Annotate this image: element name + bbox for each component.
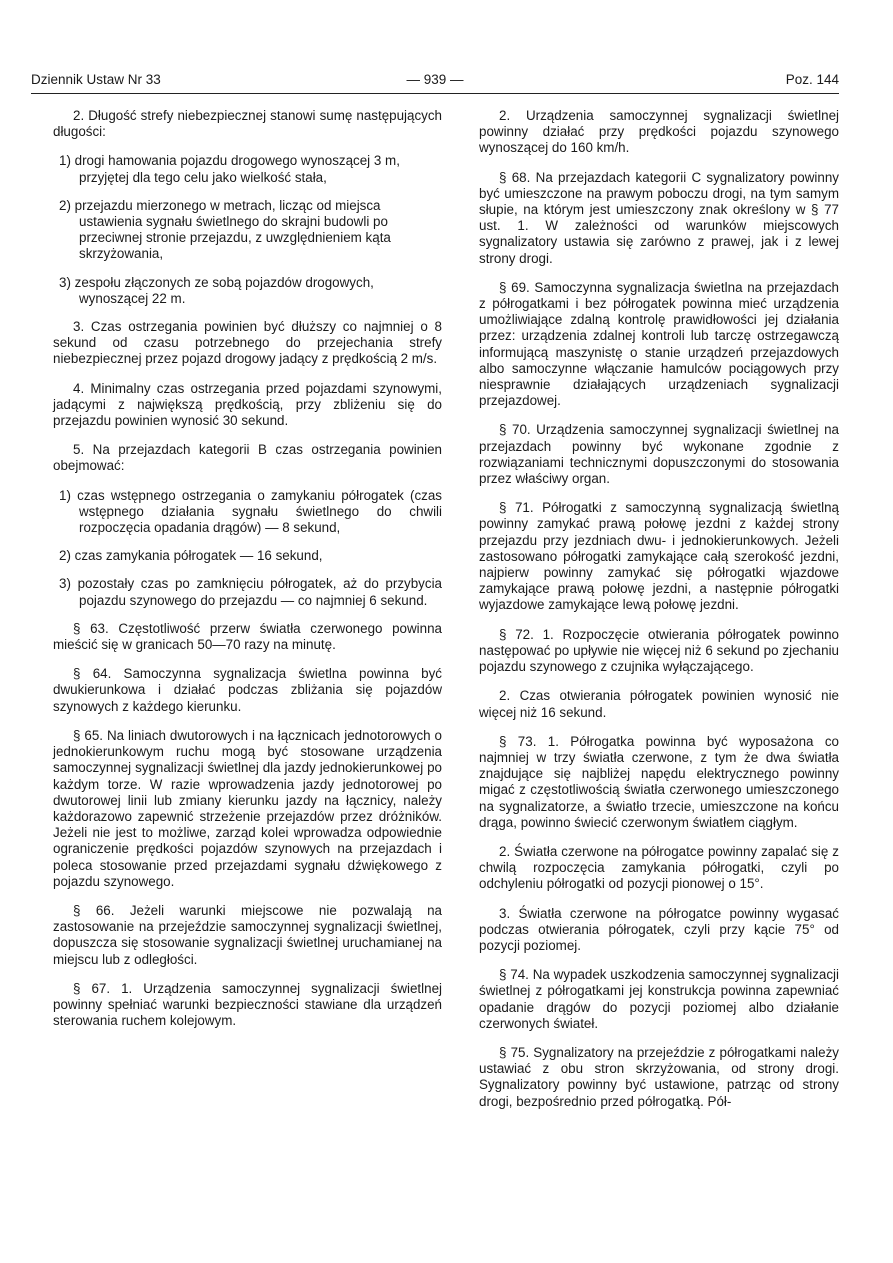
paragraph: 2. Długość strefy niebezpiecznej stanowi sumę następujących długości: — [53, 108, 442, 140]
paragraph: 5. Na przejazdach kategorii B czas ostrzegania powinien obejmować: — [53, 442, 442, 474]
paragraph: 4. Minimalny czas ostrzegania przed pojazdami szynowymi, jadącymi z największą prędkością, przy zbliżeniu się do przejazdu powinien wynosić 30 sekund. — [53, 380, 442, 429]
paragraph: § 66. Jeżeli warunki miejscowe nie pozwalają na zastosowanie na przejeździe samoczynnej sygnalizacji świetlnej, dopuszcza się stosowanie sygnalizacji świetlnej uruchamianej na miejscu lub z odległości. — [53, 902, 442, 967]
page-number: — 939 — — [406, 72, 464, 87]
paragraph: 3. Światła czerwone na półrogatce powinny wygasać podczas otwierania półrogatek, czyli przy kącie 75° od pozycji poziomej. — [479, 905, 839, 953]
paragraph: § 73. 1. Półrogatka powinna być wyposażona co najmniej w trzy światła czerwone, z tym że dwa światła znajdujące się najbliżej napędu elektrycznego powinny migać z częstotliwością światła czerwonego umieszczonego na sygnalizatorze, a światło trzecie, umieszczone na końcu drąga, powinno świecić czerwonym światłem ciągłym. — [479, 733, 839, 830]
paragraph: § 65. Na liniach dwutorowych i na łącznicach jednotorowych o jednokierunkowym ruchu mogą być stosowane urządzenia samoczynnej sygnalizacji świetlnej dla jazdy jednokierunkowej po każdym torze. W razie wprowadzenia jazdy jednotorowej po dwutorowej linii lub zmiany kierunku jazdy na łącznicy, należy każdorazowo zapewnić strzeżenie przejazdów przez dróżników. Jeżeli nie jest to możliwe, zarząd kolei wprowadza odpowiednie ograniczenie prędkości pojazdów szynowych na przejazdach i poleca stosowanie przed przejazdami sygnału dźwiękowego z pojazdu szynowego. — [53, 727, 442, 889]
list-item: 3) pozostały czas po zamknięciu półrogatek, aż do przybycia pojazdu szynowego do przejazdu — co najmniej 6 sekund. — [59, 576, 442, 608]
left-column — [53, 108, 442, 1042]
position-number: Poz. 144 — [785, 72, 839, 87]
paragraph: § 75. Sygnalizatory na przejeździe z półrogatkami należy ustawiać z obu stron skrzyżowania, od strony drogi. Sygnalizatory powinny być ustawione, patrząc od strony drogi, bezpośrednio przed półrogatką. Pół- — [479, 1044, 839, 1109]
paragraph: 3. Czas ostrzegania powinien być dłuższy co najmniej o 8 sekund od czasu potrzebnego do przejechania strefy niebezpiecznej przez pojazd drogowy jadący z prędkością 2 m/s. — [53, 319, 442, 367]
paragraph: § 70. Urządzenia samoczynnej sygnalizacji świetlnej na przejazdach powinny być wykonane zgodnie z rozwiązaniami technicznymi dopuszczonymi do stosowania przez właściwy organ. — [479, 422, 839, 487]
list-item: 1) drogi hamowania pojazdu drogowego wynoszącej 3 m, przyjętej dla tego celu jako wielkość stała, — [59, 153, 400, 185]
paragraph: § 72. 1. Rozpoczęcie otwierania półrogatek powinno następować po upływie nie więcej niż 6 sekund po zjechaniu pojazdu szynowego z czujnika wyłączającego. — [479, 626, 839, 675]
journal-title: Dziennik Ustaw Nr 33 — [31, 72, 161, 87]
paragraph: 2. Światła czerwone na półrogatce powinny zapalać się z chwilą rozpoczęcia zamykania półrogatki, czyli po odchyleniu półrogatki od pozycji pionowej o 15°. — [479, 843, 839, 892]
paragraph: § 63. Częstotliwość przerw światła czerwonego powinna mieścić się w granicach 50—70 razy na minutę. — [53, 620, 442, 653]
list-item: 1) czas wstępnego ostrzegania o zamykaniu półrogatek (czas wstępnego działania sygnału świetlnego do chwili rozpoczęcia opadania drągów) — 8 sekund, — [59, 487, 442, 536]
paragraph: § 74. Na wypadek uszkodzenia samoczynnej sygnalizacji świetlnej z półrogatkami jej konstrukcja powinna zapewniać opadanie drągów do pozycji poziomej albo działanie czerwonych świateł. — [479, 967, 839, 1031]
right-column — [479, 108, 839, 1123]
list-item: 2) czas zamykania półrogatek — 16 sekund, — [59, 548, 323, 564]
paragraph: § 64. Samoczynna sygnalizacja świetlna powinna być dwukierunkowa i działać podczas zbliżania się pojazdów szynowych z każdego kierunku. — [53, 666, 442, 714]
page-header — [31, 72, 839, 94]
paragraph: § 67. 1. Urządzenia samoczynnej sygnalizacji świetlnej powinny spełniać warunki bezpieczności stawiane dla urządzeń sterowania ruchem kolejowym. — [53, 980, 442, 1029]
paragraph: § 71. Półrogatki z samoczynną sygnalizacją świetlną powinny zamykać prawą połowę jezdni z każdej strony przejazdu przy jezdniach dwu- i jednokierunkowych. Jeżeli zastosowano półrogatki zamykające całą szerokość jezdni, najpierw powinny zamykać się półrogatki wjazdowe zamykające prawą połowę jezdni, a następnie półrogatki wyjazdowe zamykające lewą połowę jezdni. — [479, 500, 839, 613]
paragraph: 2. Urządzenia samoczynnej sygnalizacji świetlnej powinny działać przy prędkości pojazdu szynowego wynoszącej do 160 km/h. — [479, 108, 839, 156]
paragraph: 2. Czas otwierania półrogatek powinien wynosić nie więcej niż 16 sekund. — [479, 688, 839, 720]
list-item: 2) przejazdu mierzonego w metrach, licząc od miejsca ustawienia sygnału świetlnego do skrajni budowli po przeciwnej stronie przejazdu, z uwzględnieniem kąta skrzyżowania, — [59, 197, 391, 262]
list-item: 3) zespołu złączonych ze sobą pojazdów drogowych, wynoszącej 22 m. — [59, 274, 374, 306]
header-rule — [31, 93, 839, 94]
paragraph: § 68. Na przejazdach kategorii C sygnalizatory powinny być umieszczone na prawym poboczu drogi, na tym samym słupie, na którym jest umieszczony znak określony w § 77 ust. 1. W zależności od warunków miejscowych sygnalizatory ustawia się zarówno z prawej, jak i z lewej strony drogi. — [479, 169, 839, 266]
paragraph: § 69. Samoczynna sygnalizacja świetlna na przejazdach z półrogatkami i bez półrogatek powinna mieć urządzenia umożliwiające zdalną kontrolę prawidłowości jej działania przez: urządzenia zdalnej kontroli lub tarczę ostrzegawczą informującą maszynistę o stanie urządzeń przejazdowych albo samoczynne włączanie hamulców pociągowych przy niesprawnie działających urządzeniach sygnalizacji przejazdowej. — [479, 279, 839, 409]
